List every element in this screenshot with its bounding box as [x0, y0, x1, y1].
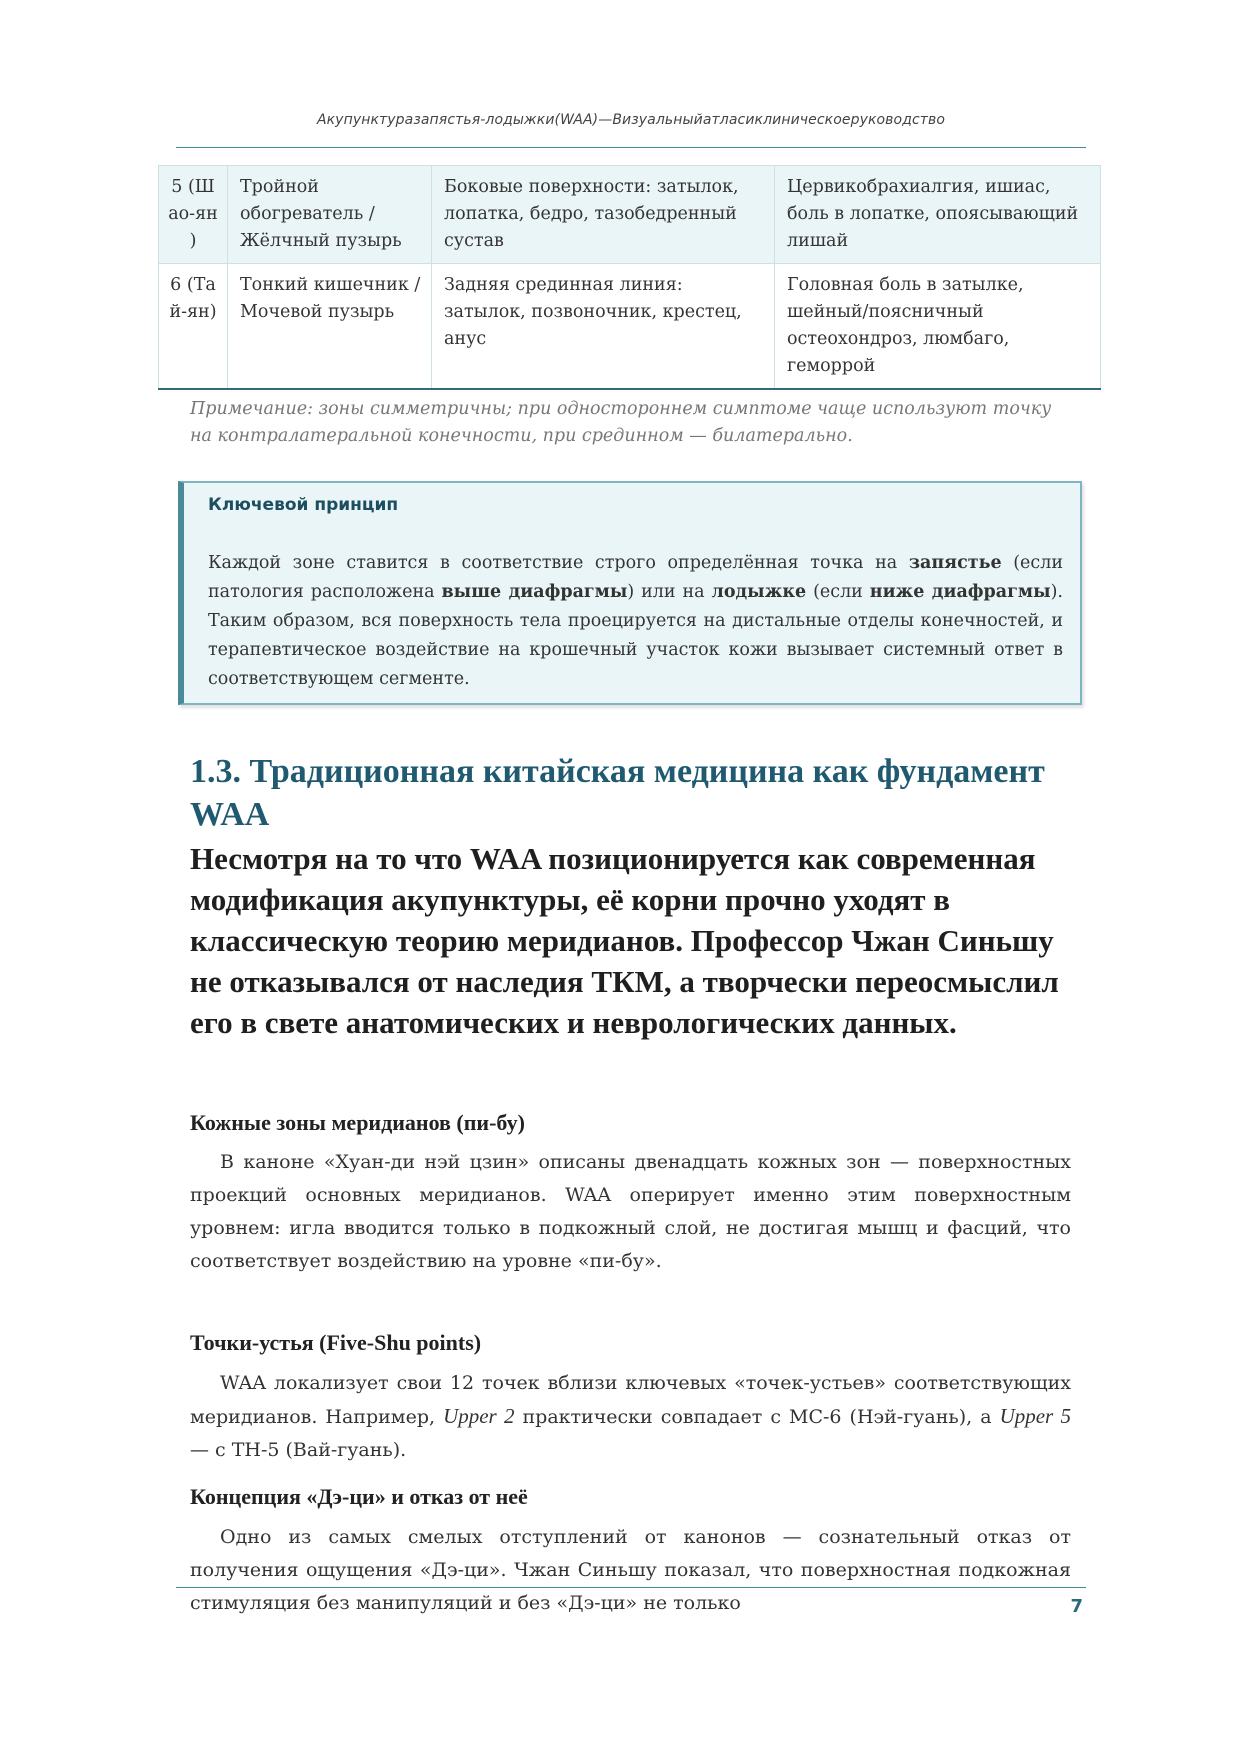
- indications-cell: Цервикобрахиалгия, ишиас, боль в лопатке, опоясывающий лишай: [775, 166, 1101, 264]
- page-number: 7: [1070, 1596, 1083, 1617]
- subsection-heading: Точки-устья (Five-Shu points): [190, 1330, 482, 1355]
- zone-cell: 6 (Та й-ян): [159, 264, 228, 390]
- indications-cell: Головная боль в затылке, шейный/поясничный остеохондроз, люмбаго, геморрой: [775, 264, 1101, 390]
- subsection-paragraph: Одно из самых смелых отступлений от канонов — сознательный отказ от получения ощущения «Дэ-ци». Чжан Синьшу показал, что поверхностная подкожная стимуляция без манипуляций и без «Дэ-ци» не только: [190, 1526, 1071, 1614]
- running-header: Акупунктуразапястья-лодыжки(WAA)—Визуальныйатласиклиническоеруководство: [316, 112, 946, 128]
- zones-table: [158, 165, 1101, 390]
- key-principle-callout: [178, 481, 1082, 705]
- header-divider: [176, 147, 1086, 148]
- callout-title: Ключевой принцип: [208, 495, 399, 515]
- footer-divider: [176, 1587, 1086, 1588]
- surface-cell: Боковые поверхности: затылок, лопатка, бедро, тазобедренный сустав: [432, 166, 775, 264]
- organ-cell: Тонкий кишечник / Мочевой пузырь: [228, 264, 432, 390]
- table-row: [159, 264, 1101, 390]
- table-row: [159, 166, 1101, 264]
- lead-paragraph: Несмотря на то что WAA позиционируется как современная модификация акупунктуры, её корни прочно уходят в классическую теорию меридианов. Профессор Чжан Синьшу не отказывался от наследия ТКМ, а творчески переосмыслил его в свете анатомических и неврологических данных.: [190, 841, 1059, 1040]
- subsection-heading: Кожные зоны меридианов (пи-бу): [190, 1110, 525, 1135]
- zone-cell: 5 (Ш ао-ян ): [159, 166, 228, 264]
- table-note: Примечание: зоны симметричны; при одностороннем симптоме чаще используют точку на контралатеральной конечности, при срединном — билатерально.: [190, 399, 1052, 446]
- callout-body: Каждой зоне ставится в соответствие строго определённая точка на запястье (если патология расположена выше диафрагмы) или на лодыжке (если ниже диафрагмы). Таким образом, вся поверхность тела проецируется на дистальные отделы конечностей, и терапевтическое воздействие на крошечный участок кожи вызывает системный ответ в соответствующем сегменте.: [208, 553, 1063, 689]
- subsection-paragraph: В каноне «Хуан-ди нэй цзин» описаны двенадцать кожных зон — поверхностных проекций основных меридианов. WAA оперирует именно этим поверхностным уровнем: игла вводится только в подкожный слой, не достигая мышц и фасций, что соответствует воздействию на уровне «пи-бу».: [190, 1151, 1071, 1272]
- subsection-paragraph: WAA локализует свои 12 точек вблизи ключевых «точек-устьев» соответствующих меридианов. Например, Upper 2 практически совпадает с МС-6 (Нэй-гуань), а Upper 5 — с ТН-5 (Вай-гуань).: [190, 1372, 1071, 1461]
- subsection-heading: Концепция «Дэ-ци» и отказ от неё: [190, 1484, 528, 1509]
- surface-cell: Задняя срединная линия: затылок, позвоночник, крестец, анус: [432, 264, 775, 390]
- organ-cell: Тройной обогреватель / Жёлчный пузырь: [228, 166, 432, 264]
- section-title: 1.3. Традиционная китайская медицина как фундамент WAA: [190, 753, 1045, 833]
